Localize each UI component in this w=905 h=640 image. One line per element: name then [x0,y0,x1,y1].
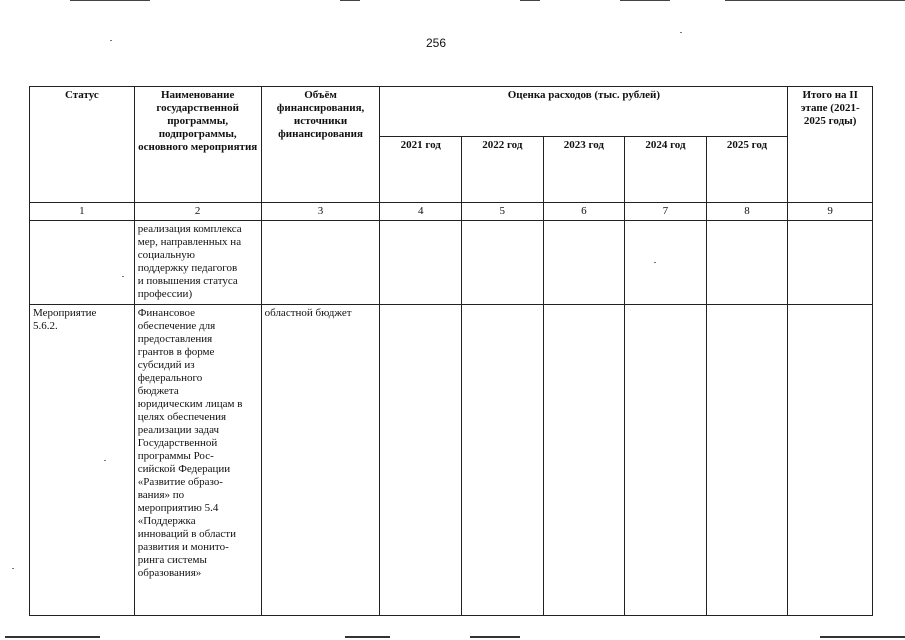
value-cell [706,221,788,305]
header-year-2025: 2025 год [706,137,788,203]
value-cell [625,221,707,305]
row-name: Финансовое обеспечение для предоставления грантов в форме субсидий из федерального бюджета юридическим лицам в целях обеспечения реализации задач Государственной программы Рос- сийской Федерации «Развитие образо- вания» по мероприятию 5.4 «Поддержка инноваций в области развития и монито- ринга системы образования» [134,305,261,616]
header-program-name: Наименование государственной программы, подпрограммы, основного мероприятия [134,87,261,203]
scan-edge-bottom [820,636,905,638]
column-number: 1 [30,203,135,221]
column-number: 6 [543,203,625,221]
value-cell [462,221,544,305]
header-year-2024: 2024 год [625,137,707,203]
column-number: 2 [134,203,261,221]
value-cell [462,305,544,616]
column-number: 3 [261,203,380,221]
scan-edge-top [725,0,905,1]
scan-speck [680,32,682,33]
scan-edge-top [620,0,670,1]
table-row [30,305,873,616]
row-funding: областной бюджет [261,305,380,616]
value-cell [788,305,873,616]
column-number: 7 [625,203,707,221]
row-status [30,221,135,305]
value-cell [788,221,873,305]
header-total: Итого на II этапе (2021-2025 годы) [788,87,873,203]
value-cell [706,305,788,616]
column-number: 8 [706,203,788,221]
budget-table [29,86,873,616]
header-row [30,87,873,137]
row-status: Мероприятие 5.6.2. [30,305,135,616]
scan-edge-top [520,0,540,1]
header-year-2022: 2022 год [462,137,544,203]
page-number: 256 [425,36,447,50]
scan-edge-bottom [470,636,520,638]
column-number-row [30,203,873,221]
header-estimate: Оценка расходов (тыс. рублей) [380,87,788,137]
header-status: Статус [30,87,135,203]
column-number: 9 [788,203,873,221]
scan-edge-top [70,0,150,1]
scan-edge-top [340,0,360,1]
header-year-2021: 2021 год [380,137,462,203]
column-number: 5 [462,203,544,221]
header-funding-volume: Объём финансирования, источники финансирования [261,87,380,203]
row-name: реализация комплекса мер, направленных на социальную поддержку педагогов и повышения статуса профессии) [134,221,261,305]
scan-edge-bottom [5,636,100,638]
value-cell [380,221,462,305]
column-number: 4 [380,203,462,221]
header-year-2023: 2023 год [543,137,625,203]
value-cell [543,305,625,616]
value-cell [625,305,707,616]
scan-edge-bottom [345,636,390,638]
table-row [30,221,873,305]
scan-speck [12,568,14,569]
value-cell [380,305,462,616]
value-cell [543,221,625,305]
row-funding [261,221,380,305]
